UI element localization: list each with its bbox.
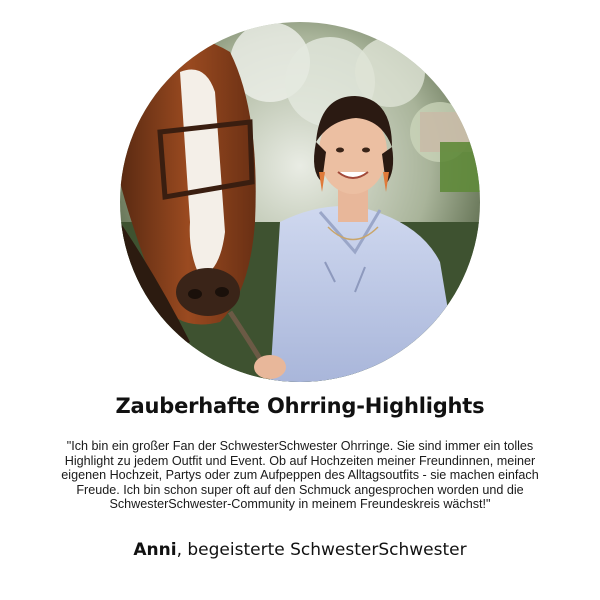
author-name: Anni — [133, 540, 177, 560]
photo-woman-with-horse — [120, 22, 480, 382]
testimonial-author — [0, 540, 600, 560]
author-description: , begeisterte SchwesterSchwester — [176, 540, 467, 560]
testimonial-photo — [120, 22, 480, 382]
headline: Zauberhafte Ohrring-Highlights — [115, 394, 485, 418]
testimonial-quote: "Ich bin ein großer Fan der SchwesterSchwester Ohrringe. Sie sind immer ein tolles Highlight zu jedem Outfit und Event. Ob auf Hochzeiten meiner Freundinnen, meiner eigenen Hochzeit, Partys oder zum Aufpeppen des Alltagsoutfits - sie machen einfach Freude. Ich bin schon super oft auf den Schmuck angesprochen worden und die SchwesterSchwester-Community in meinem Freundeskreis wächst!" — [61, 439, 539, 512]
